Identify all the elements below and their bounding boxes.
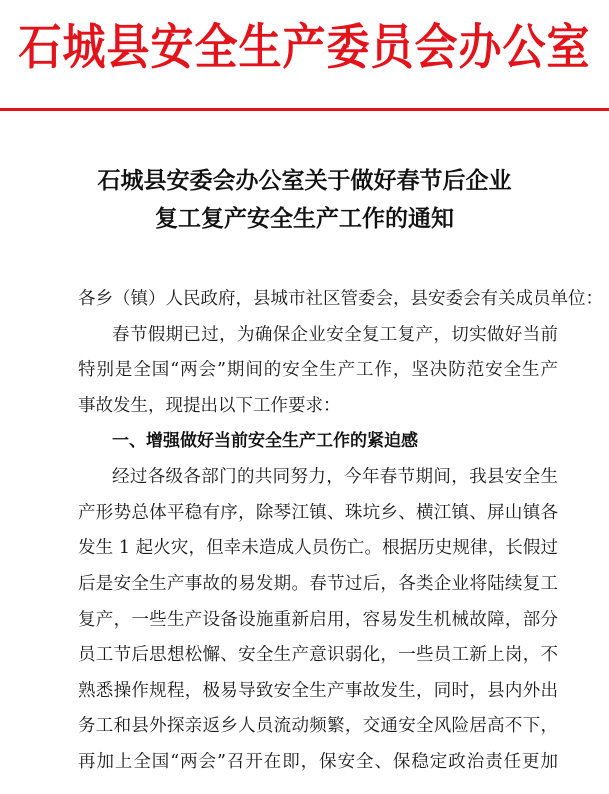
section-heading: 一、增强做好当前安全生产工作的紧迫感 <box>112 431 418 451</box>
section-body-line: 产形势总体平稳有序，除琴江镇、珠坑乡、横江镇、屏山镇各 <box>78 503 558 523</box>
section-body-line: 经过各级各部门的共同努力，今年春节期间，我县安全生 <box>112 467 558 487</box>
intro-line: 春节假期已过，为确保企业安全复工复产，切实做好当前 <box>112 325 558 345</box>
section-body-line: 务工和县外探亲返乡人员流动频繁，交通安全风险居高不下， <box>78 716 558 736</box>
section-body-line: 发生 1 起火灾，但幸未造成人员伤亡。根据历史规律，长假过 <box>78 538 558 558</box>
notice-title-line-1: 石城县安委会办公室关于做好春节后企业 <box>97 167 512 194</box>
notice-title-line-2: 复工复产安全生产工作的通知 <box>155 205 454 232</box>
section-body-line: 熟悉操作规程，极易导致安全生产事故发生，同时，县内外出 <box>78 681 558 701</box>
letterhead-title: 石城县安全生产委员会办公室 <box>18 19 591 76</box>
section-body-line: 员工节后思想松懈、安全生产意识弱化，一些员工新上岗，不 <box>78 645 558 665</box>
salutation: 各乡（镇）人民政府，县城市社区管委会，县安委会有关成员单位： <box>78 289 603 309</box>
section-body-line: 复产，一些生产设备设施重新启用，容易发生机械故障，部分 <box>78 610 558 630</box>
intro-line: 事故发生，现提出以下工作要求： <box>78 396 341 416</box>
section-body-line: 再加上全国“两会”召开在即，保安全、保稳定政治责任更加 <box>78 752 558 772</box>
section-body-line: 后是安全生产事故的易发期。春节过后，各类企业将陆续复工 <box>78 574 558 594</box>
intro-line: 特别是全国“两会”期间的安全生产工作，坚决防范安全生产 <box>78 360 558 380</box>
letterhead-red-rule <box>0 108 609 111</box>
